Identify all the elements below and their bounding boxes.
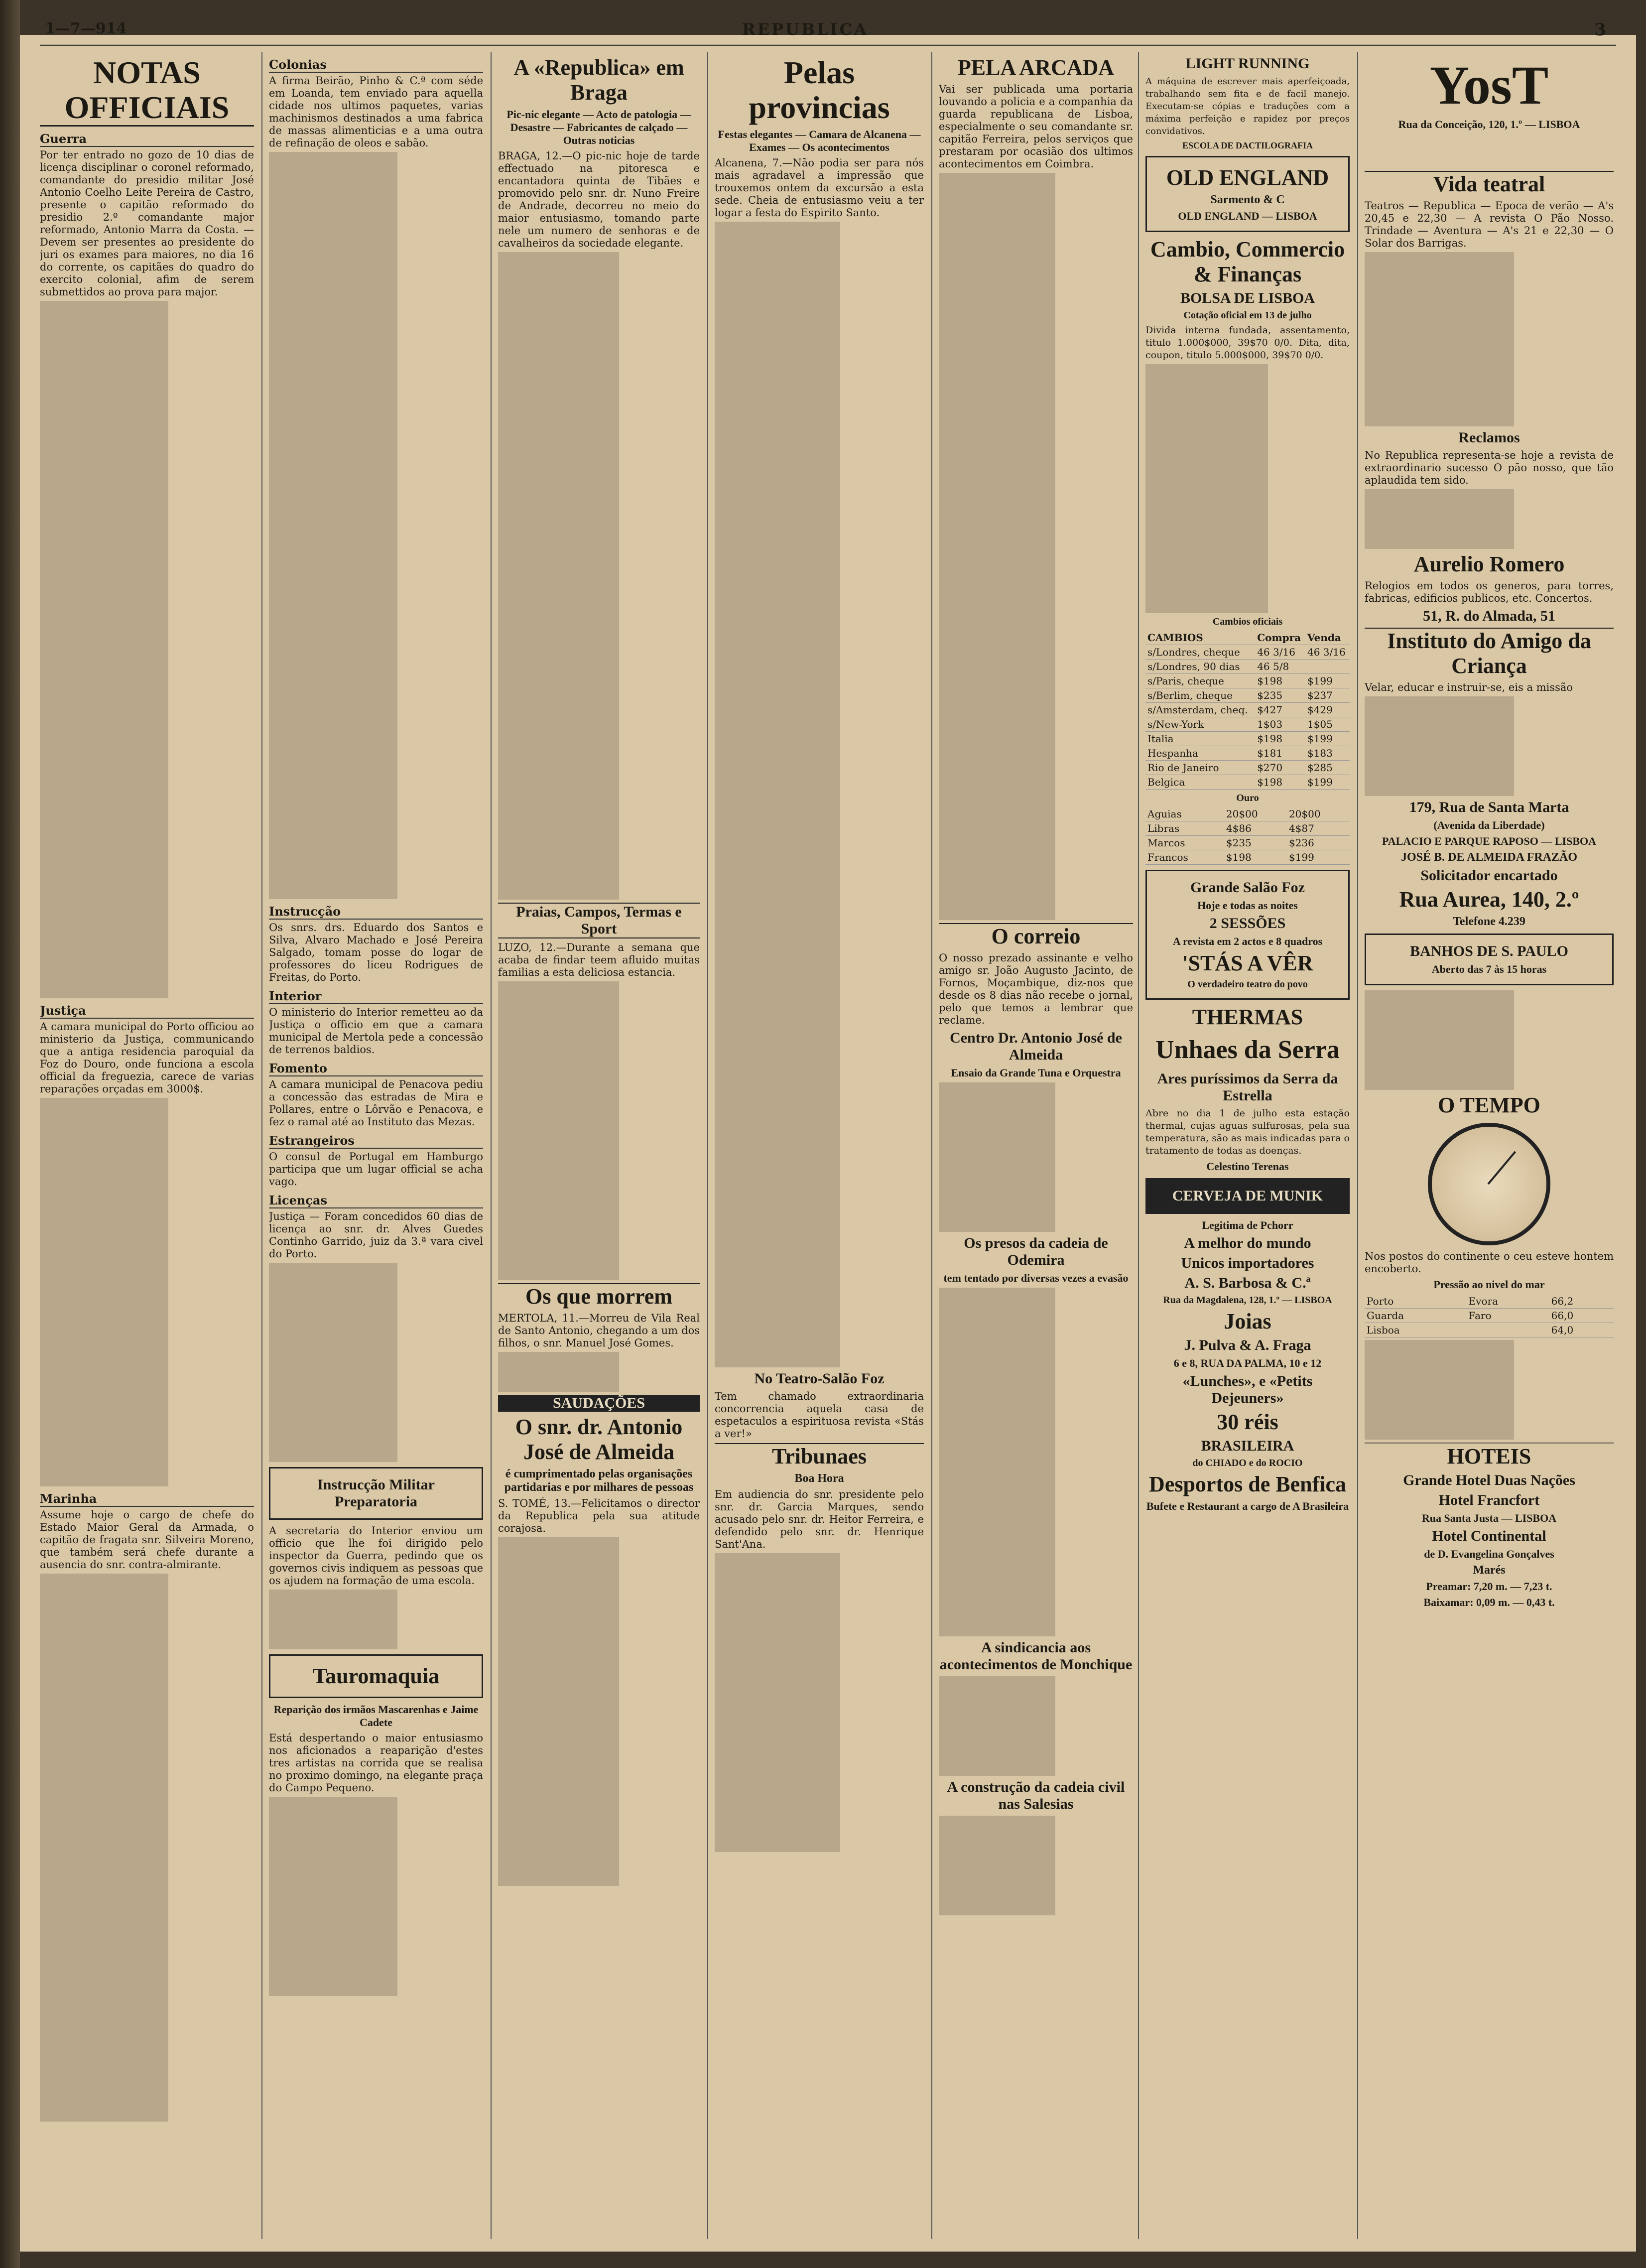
cambios-cell: 1$03 bbox=[1255, 717, 1305, 732]
cambio-title: Cambio, Commercio & Finanças bbox=[1150, 237, 1345, 286]
reclamos-text: No Republica representa-se hoje a revista de extraordinario sucesso O pão nosso, que tão aplaudida tem sido. bbox=[1365, 449, 1614, 486]
pressure-cell: Guarda bbox=[1365, 1309, 1467, 1323]
old-england-owner: Sarmento & C bbox=[1210, 193, 1285, 206]
cambios-row bbox=[1145, 688, 1350, 703]
ouro-cell: 20$00 bbox=[1224, 807, 1287, 821]
tauromaquia-box bbox=[269, 1654, 483, 1698]
cambios-cell: s/Londres, cheque bbox=[1145, 645, 1255, 660]
ouro-cell: 4$86 bbox=[1224, 821, 1287, 836]
instrucao-militar-title: Instrucção Militar Preparatoria bbox=[317, 1476, 435, 1510]
tempo-title: O TEMPO bbox=[1438, 1093, 1540, 1117]
pressure-cell: Porto bbox=[1365, 1294, 1467, 1309]
rua-santa-marta: 179, Rua de Santa Marta bbox=[1409, 799, 1569, 815]
section-heading: Interior bbox=[269, 989, 483, 1004]
cambios-label: Cambios oficiais bbox=[1212, 616, 1283, 627]
saudacoes-title: O snr. dr. Antonio José de Almeida bbox=[515, 1415, 683, 1464]
cambios-cell: CAMBIOS bbox=[1145, 631, 1255, 645]
praias-title: Praias, Campos, Termas e Sport bbox=[498, 903, 700, 938]
cambios-cell: Venda bbox=[1305, 631, 1350, 645]
header-date: 1—7—914 bbox=[45, 20, 127, 37]
cambios-row bbox=[1145, 746, 1350, 761]
cerveja-mundo: A melhor do mundo bbox=[1184, 1235, 1311, 1251]
section-heading: Instrucção bbox=[269, 904, 483, 920]
instituto-text: Velar, educar e instruir-se, eis a missão bbox=[1365, 681, 1573, 693]
pressure-table bbox=[1365, 1294, 1614, 1337]
baixamar: Baixamar: 0,09 m. — 0,43 t. bbox=[1423, 1596, 1555, 1608]
cambios-cell: $285 bbox=[1305, 761, 1350, 775]
yost-logo: YosT bbox=[1429, 55, 1549, 116]
os-que-morrem-title: Os que morrem bbox=[498, 1283, 700, 1309]
yost-addr: Rua da Conceição, 120, 1.º — LISBOA bbox=[1398, 118, 1580, 131]
light-running-text: A máquina de escrever mais aperfeiçoada, trabalhando sem fita e de facil manejo. Executam-se cópias e traduções com a máxima perfeição e rapidez por preços convidativos. bbox=[1145, 76, 1350, 136]
ouro-row bbox=[1145, 807, 1350, 821]
instrucao-militar-text: A secretaria do Interior enviou um officio que lhe foi dirigido pelo inspector da Guerra, pedindo que os governos civis indiquem as pessoas que os ajudem na formação de uma escola. bbox=[269, 1525, 483, 1587]
mares-title: Marés bbox=[1473, 1564, 1506, 1577]
braga-subtitle: Pic-nic elegante — Acto de patologia — Desastre — Fabricantes de calçado — Outras noticias bbox=[506, 108, 691, 146]
cambios-cell: $198 bbox=[1255, 775, 1305, 790]
barbosa-title: A. S. Barbosa & C.ª bbox=[1184, 1275, 1311, 1291]
cerveja-ad bbox=[1145, 1178, 1350, 1214]
hotel-nacoes: Grande Hotel Duas Nações bbox=[1403, 1472, 1575, 1488]
text-block bbox=[40, 301, 254, 998]
joias-title: Joias bbox=[1224, 1309, 1271, 1334]
cambios-cell: Hespanha bbox=[1145, 746, 1255, 761]
text-block bbox=[939, 173, 1133, 920]
section-text: Justiça — Foram concedidos 60 dias de licença ao snr. dr. Alves Guedes Continho Garrido, juiz da 3.ª vara civel do Porto. bbox=[269, 1210, 483, 1260]
header-page-number: 3 bbox=[1594, 20, 1606, 40]
text-block bbox=[269, 1797, 483, 1996]
section-text: O consul de Portugal em Hamburgo participa que um lugar official se acha vago. bbox=[269, 1151, 483, 1188]
cambios-cell: $237 bbox=[1305, 688, 1350, 703]
pressure-cell: 66,2 bbox=[1549, 1294, 1614, 1309]
cambios-cell bbox=[1305, 660, 1350, 674]
barometer-dial bbox=[1428, 1123, 1550, 1245]
cambios-cell: $429 bbox=[1305, 703, 1350, 717]
text-block bbox=[1365, 489, 1614, 549]
section-heading: Licenças bbox=[269, 1193, 483, 1208]
text-block bbox=[40, 1574, 254, 2122]
pressure-label: Pressão ao nivel do mar bbox=[1433, 1278, 1545, 1291]
romero-text: Relogios em todos os generos, para torres, fabricas, edificios publicos, etc. Concertos. bbox=[1365, 580, 1614, 604]
column-5 bbox=[939, 52, 1133, 2239]
section-text: A camara municipal do Porto officiou ao ministerio da Justiça, communicando que a antiga residencia paroquial da Foz do Douro, onde funciona a escola official da freguezia, carece de varias reparações orçadas em 3000$. bbox=[40, 1021, 254, 1095]
cambios-cell: Belgica bbox=[1145, 775, 1255, 790]
provincias-text: Alcanena, 7.—Não podia ser para nós mais agradavel a impressão que trouxemos ontem da excursão a esta sede. Cheia de entusiasmo veiu a ter logar a festa do Espirito Santo. bbox=[715, 157, 924, 219]
cambios-table bbox=[1145, 631, 1350, 790]
tauromaquia-text: Está despertando o maior entusiasmo nos aficionados a reaparição d'estes tres artistas na corrida que se realisa no proximo domingo, na elegante praça do Campo Pequeno. bbox=[269, 1732, 483, 1794]
cambios-row bbox=[1145, 761, 1350, 775]
vida-teatral-text: Teatros — Republica — Epoca de verão — A's 20,45 e 22,30 — A revista O Pão Nosso. Trindade — Aventura — A's 21 e 22,30 — O Solar dos Barrigas. bbox=[1365, 200, 1614, 249]
cambios-cell: Compra bbox=[1255, 631, 1305, 645]
cambios-cell: Rio de Janeiro bbox=[1145, 761, 1255, 775]
pressure-cell: Faro bbox=[1467, 1309, 1549, 1323]
hotel-continental: Hotel Continental bbox=[1432, 1528, 1546, 1544]
presos-subtitle: tem tentado por diversas vezes a evasão bbox=[943, 1272, 1129, 1284]
section-heading: Fomento bbox=[269, 1061, 483, 1076]
barometer-needle bbox=[1487, 1151, 1516, 1185]
tribunaes-subtitle: Boa Hora bbox=[794, 1472, 844, 1485]
banhos-ad bbox=[1365, 934, 1614, 985]
preamar: Preamar: 7,20 m. — 7,23 t. bbox=[1426, 1580, 1552, 1593]
tribunaes-title: Tribunaes bbox=[715, 1443, 924, 1469]
text-block bbox=[939, 1676, 1133, 1776]
ares-text: Abre no dia 1 de julho esta estação thermal, cujas aguas sulfurosas, pela sua temperatura, são as mais indicadas para o tratamento de todas as doenças. bbox=[1145, 1108, 1350, 1156]
section-text: A firma Beirão, Pinho & C.ª com séde em Loanda, tem enviado para aquella cidade nos ultimos paquetes, varias machinismos destinados a uma fabrica de massas alimenticias e a uma outra de refinação de oleos e sabão. bbox=[269, 75, 483, 149]
binding-spine bbox=[0, 0, 20, 2268]
text-block bbox=[40, 1098, 254, 1486]
text-block bbox=[1145, 364, 1350, 613]
instrucao-militar-box bbox=[269, 1467, 483, 1520]
saudacoes-subtitle: é cumprimentado pelas organisações partidarias e por milhares de pessoas bbox=[504, 1468, 694, 1494]
old-england-sub: OLD ENGLAND — LISBOA bbox=[1178, 210, 1317, 222]
cambios-cell: Italia bbox=[1145, 732, 1255, 746]
solicitador-name: JOSÉ B. DE ALMEIDA FRAZÃO bbox=[1400, 851, 1578, 864]
text-block bbox=[715, 1553, 924, 1852]
text-block bbox=[1365, 1340, 1614, 1440]
thermas-title: THERMAS bbox=[1192, 1005, 1303, 1029]
column-4 bbox=[715, 52, 924, 2239]
presos-title: Os presos da cadeia de Odemira bbox=[964, 1235, 1108, 1268]
brasileira-sub: do CHIADO e do ROCIO bbox=[1192, 1458, 1303, 1468]
column-2 bbox=[269, 52, 483, 2239]
cerveja-title: CERVEJA DE MUNIK bbox=[1172, 1188, 1323, 1204]
column-rule bbox=[1138, 52, 1139, 2239]
teatro-salao-foz-text: Tem chamado extraordinaria concorrencia aquela casa de espetaculos a espirituosa revista «Stás a ver!» bbox=[715, 1390, 924, 1440]
ouro-cell: Francos bbox=[1145, 850, 1224, 865]
thermas-subtitle: Unhaes da Serra bbox=[1155, 1036, 1340, 1064]
cambios-row bbox=[1145, 775, 1350, 790]
centro-subtitle: Ensaio da Grande Tuna e Orquestra bbox=[951, 1067, 1121, 1079]
palacio-raposo: PALACIO E PARQUE RAPOSO — LISBOA bbox=[1382, 835, 1597, 847]
text-block bbox=[1365, 990, 1614, 1090]
cambios-row bbox=[1145, 674, 1350, 688]
pressure-cell bbox=[1467, 1323, 1549, 1337]
cambios-cell: $198 bbox=[1255, 732, 1305, 746]
column-rule bbox=[707, 52, 708, 2239]
header-rule bbox=[40, 44, 1616, 46]
text-block bbox=[939, 1082, 1133, 1232]
text-block bbox=[1365, 252, 1614, 426]
cambios-cell: 46 3/16 bbox=[1255, 645, 1305, 660]
ouro-cell: $198 bbox=[1224, 850, 1287, 865]
cambios-cell: 46 3/16 bbox=[1305, 645, 1350, 660]
rua-aurea: Rua Aurea, 140, 2.º bbox=[1399, 887, 1579, 912]
text-block bbox=[1365, 696, 1614, 796]
text-block bbox=[939, 1816, 1133, 1915]
old-england-ad bbox=[1145, 156, 1350, 232]
text-block bbox=[498, 252, 700, 900]
stas-sub: O verdadeiro teatro do povo bbox=[1187, 979, 1308, 990]
column-6 bbox=[1145, 52, 1350, 2239]
section-heading: Marinha bbox=[40, 1491, 254, 1507]
light-running-school: ESCOLA DE DACTILOGRAFIA bbox=[1182, 140, 1313, 150]
column-rule bbox=[261, 52, 262, 2239]
section-text: O ministerio do Interior remetteu ao da Justiça o officio em que a camara municipal de Mertola pede a concessão de terrenos baldios. bbox=[269, 1006, 483, 1056]
hotel-continental-sub: de D. Evangelina Gonçalves bbox=[1424, 1548, 1554, 1560]
ouro-cell: Libras bbox=[1145, 821, 1224, 836]
saudacoes-text: S. TOMÉ, 13.—Felicitamos o director da Republica pela sua atitude corajosa. bbox=[498, 1497, 700, 1534]
column-rule bbox=[1357, 52, 1358, 2239]
ouro-table bbox=[1145, 807, 1350, 865]
pela-arcada-text: Vai ser publicada uma portaria louvando a policia e a companhia da guarda republicana de Lisboa, especialmente o seu comandante sr. capitão Ferreira, pelos serviços que prestaram por ocasião dos ultimos acontecimentos em Coimbra. bbox=[939, 83, 1133, 170]
section-text: Por ter entrado no gozo de 10 dias de licença disciplinar o coronel reformado, comandante do presidio militar José Antonio Coelho Leite Pereira de Castro, presente o capitão reformado do presidio 2.º comandante major reformado, Antonio Marra da Costa. — Devem ser presentes ao presidente do juri os exames para maiores, no dia 16 do corrente, os capitães do quadro do exercito colonial, afim de serem submettidos ao prova para major. bbox=[40, 149, 254, 298]
section-text: A camara municipal de Penacova pediu a concessão das estradas de Mira e Pollares, entre o Lôrvão e Penacova, e fez o ramal até ao Instituto das Mezas. bbox=[269, 1078, 483, 1128]
ares-signature: Celestino Terenas bbox=[1206, 1160, 1289, 1173]
lunches-title: «Lunches», e «Petits Dejeuners» bbox=[1182, 1373, 1313, 1406]
cambios-cell: s/Berlim, cheque bbox=[1145, 688, 1255, 703]
ouro-cell: $236 bbox=[1287, 836, 1350, 850]
text-block bbox=[498, 1352, 700, 1392]
section-heading: Justiça bbox=[40, 1003, 254, 1019]
romero-addr: 51, R. do Almada, 51 bbox=[1423, 608, 1555, 624]
text-block bbox=[269, 152, 483, 899]
cambios-row bbox=[1145, 717, 1350, 732]
tauromaquia-title: Tauromaquia bbox=[312, 1664, 440, 1688]
old-england-title: OLD ENGLAND bbox=[1166, 165, 1329, 190]
cambios-cell: s/Paris, cheque bbox=[1145, 674, 1255, 688]
reis-price: 30 réis bbox=[1217, 1410, 1278, 1434]
braga-text: BRAGA, 12.—O pic-nic hoje de tarde effectuado na pitoresca e encantadora quinta de Tibães e promovido pelo snr. dr. Nuno Freire de Andrade, decorreu no meio do maior entusiasmo, tomando parte nele um numero de senhoras e de cavalheiros da sociedade elegante. bbox=[498, 150, 700, 249]
cambios-cell: $199 bbox=[1305, 674, 1350, 688]
cambios-row bbox=[1145, 631, 1350, 645]
instituto-title: Instituto do Amigo da Criança bbox=[1365, 628, 1614, 678]
salao-revista: A revista em 2 actos e 8 quadros bbox=[1172, 935, 1323, 947]
ouro-row bbox=[1145, 821, 1350, 836]
hoteis-title: HOTEIS bbox=[1365, 1443, 1614, 1469]
saudacoes-banner: SAUDAÇÕES bbox=[498, 1395, 700, 1412]
cambios-cell: $183 bbox=[1305, 746, 1350, 761]
cambios-cell: $199 bbox=[1305, 732, 1350, 746]
rua-santa-marta-sub: (Avenida da Liberdade) bbox=[1433, 819, 1545, 831]
cerveja-sub: Legitima de Pchorr bbox=[1202, 1219, 1293, 1231]
cambios-cell: 1$05 bbox=[1305, 717, 1350, 732]
ouro-cell: Aguias bbox=[1145, 807, 1224, 821]
cambios-row bbox=[1145, 732, 1350, 746]
cambios-cell: $235 bbox=[1255, 688, 1305, 703]
hotel-francfort: Hotel Francfort bbox=[1438, 1492, 1540, 1508]
pulva-title: J. Pulva & A. Fraga bbox=[1184, 1337, 1311, 1353]
ouro-row bbox=[1145, 836, 1350, 850]
salao-sub: Hoje e todas as noites bbox=[1197, 899, 1298, 912]
salao-title: Grande Salão Foz bbox=[1190, 879, 1305, 896]
pressure-row bbox=[1365, 1294, 1614, 1309]
header-paper-title: REPUBLICA bbox=[742, 20, 869, 39]
unicos-title: Unicos importadores bbox=[1181, 1255, 1314, 1271]
cambios-cell: $427 bbox=[1255, 703, 1305, 717]
telefone: Telefone 4.239 bbox=[1453, 915, 1525, 928]
text-block bbox=[269, 1263, 483, 1462]
provincias-title: Pelas provincias bbox=[749, 55, 890, 125]
construcao-title: A construção da cadeia civil nas Salesias bbox=[947, 1779, 1125, 1812]
bufete-title: Bufete e Restaurant a cargo de A Brasileira bbox=[1146, 1500, 1349, 1512]
cambios-row bbox=[1145, 645, 1350, 660]
section-heading: Guerra bbox=[40, 132, 254, 147]
pressure-cell: 64,0 bbox=[1549, 1323, 1614, 1337]
cambios-cell: s/Londres, 90 dias bbox=[1145, 660, 1255, 674]
reclamos-title: Reclamos bbox=[1458, 429, 1520, 446]
correio-text: O nosso prezado assinante e velho amigo sr. João Augusto Jacinto, de Fornos, Moçambique, diz-nos que desde os 8 dias não recebe o jornal, pelo que temos a lembrar que reclame. bbox=[939, 952, 1133, 1026]
section-heading: Colonias bbox=[269, 57, 483, 73]
section-text: Assume hoje o cargo de chefe do Estado Maior Geral da Armada, o capitão de fragata snr. Silveira Moreno, que também será chefe durante a ausencia do snr. contra-almirante. bbox=[40, 1509, 254, 1571]
bolsa-title: BOLSA DE LISBOA bbox=[1180, 290, 1315, 306]
cambios-cell: $199 bbox=[1305, 775, 1350, 790]
tauromaquia-subtitle: Reparição dos irmãos Mascarenhas e Jaime Cadete bbox=[273, 1703, 479, 1729]
salao-sessions: 2 SESSÕES bbox=[1209, 915, 1286, 932]
vida-teatral-title: Vida teatral bbox=[1365, 171, 1614, 197]
notas-oficiais-title: NOTAS OFFICIAIS bbox=[40, 55, 254, 127]
romero-title: Aurelio Romero bbox=[1413, 552, 1565, 576]
stas-title: 'STÁS A VÊR bbox=[1182, 951, 1313, 975]
banhos-sub: Aberto das 7 às 15 horas bbox=[1431, 963, 1547, 975]
ares-title: Ares puríssimos da Serra da Estrella bbox=[1157, 1070, 1338, 1104]
pressure-cell: Evora bbox=[1467, 1294, 1549, 1309]
cambios-cell: $198 bbox=[1255, 674, 1305, 688]
teatro-salao-foz-title: No Teatro-Salão Foz bbox=[754, 1370, 885, 1387]
text-block bbox=[269, 1590, 483, 1649]
ouro-cell: 20$00 bbox=[1287, 807, 1350, 821]
cambios-cell: $270 bbox=[1255, 761, 1305, 775]
column-rule bbox=[931, 52, 932, 2239]
solicitador-sub: Solicitador encartado bbox=[1420, 867, 1558, 884]
sindicancia-title: A sindicancia aos acontecimentos de Monchique bbox=[939, 1639, 1133, 1673]
provincias-subtitle: Festas elegantes — Camara de Alcanena — Exames — Os acontecimentos bbox=[718, 128, 921, 153]
brasileira-title: BRASILEIRA bbox=[1201, 1438, 1294, 1454]
desportos-title: Desportos de Benfica bbox=[1149, 1472, 1346, 1496]
light-running-title: LIGHT RUNNING bbox=[1185, 55, 1310, 72]
ouro-cell: Marcos bbox=[1145, 836, 1224, 850]
banhos-title: BANHOS DE S. PAULO bbox=[1410, 943, 1568, 959]
section-text: Os snrs. drs. Eduardo dos Santos e Silva, Alvaro Machado e José Pereira Salgado, tomam posse do logar de professores do liceu Rodrigues de Freitas, do Porto. bbox=[269, 922, 483, 983]
correio-title: O correio bbox=[939, 923, 1133, 949]
cotacao-label: Cotação oficial em 13 de julho bbox=[1183, 310, 1312, 321]
cambios-cell: s/New-York bbox=[1145, 717, 1255, 732]
column-3 bbox=[498, 52, 700, 2239]
cambios-cell: s/Amsterdam, cheq. bbox=[1145, 703, 1255, 717]
pressure-cell: 66,0 bbox=[1549, 1309, 1614, 1323]
column-rule bbox=[491, 52, 492, 2239]
praias-text: LUZO, 12.—Durante a semana que acaba de findar teem afluido muitas familias a esta deliciosa estancia. bbox=[498, 941, 700, 978]
centro-title: Centro Dr. Antonio José de Almeida bbox=[950, 1030, 1122, 1063]
ouro-label: Ouro bbox=[1236, 793, 1259, 803]
text-block bbox=[498, 1537, 700, 1886]
pulva-addr: 6 e 8, RUA DA PALMA, 10 e 12 bbox=[1173, 1357, 1322, 1369]
column-7 bbox=[1365, 52, 1614, 2239]
ouro-cell: $235 bbox=[1224, 836, 1287, 850]
ouro-cell: $199 bbox=[1287, 850, 1350, 865]
cambios-row bbox=[1145, 703, 1350, 717]
ouro-row bbox=[1145, 850, 1350, 865]
column-1 bbox=[40, 52, 254, 2239]
ouro-cell: 4$87 bbox=[1287, 821, 1350, 836]
cambios-cell: 46 5/8 bbox=[1255, 660, 1305, 674]
section-heading: Estrangeiros bbox=[269, 1133, 483, 1149]
pressure-row bbox=[1365, 1323, 1614, 1337]
pela-arcada-title: PELA ARCADA bbox=[957, 55, 1115, 80]
text-block bbox=[498, 981, 700, 1280]
hotel-francfort-addr: Rua Santa Justa — LISBOA bbox=[1421, 1512, 1557, 1524]
bolsa-text: Divida interna fundada, assentamento, titulo 1.000$000, 39$70 0/0. Dita, dita, coupon, titulo 5.000$000, 39$70 0/0. bbox=[1145, 325, 1350, 361]
os-que-morrem-text: MERTOLA, 11.—Morreu de Vila Real de Santo Antonio, chegando a um dos filhos, o snr. Manuel José Gomes. bbox=[498, 1312, 700, 1349]
tribunaes-text: Em audiencia do snr. presidente pelo snr. dr. Garcia Marques, sendo acusado pelo snr. dr. Heitor Ferreira, e defendido pelo snr. dr. Henrique Sant'Ana. bbox=[715, 1488, 924, 1550]
barbosa-addr: Rua da Magdalena, 128, 1.º — LISBOA bbox=[1163, 1295, 1332, 1306]
cambios-row bbox=[1145, 660, 1350, 674]
tempo-text: Nos postos do continente o ceu esteve hontem encoberto. bbox=[1365, 1250, 1614, 1275]
text-block bbox=[939, 1288, 1133, 1636]
salao-foz-ad bbox=[1145, 870, 1350, 1000]
braga-title: A «Republica» em Braga bbox=[513, 55, 684, 105]
cambios-cell: $181 bbox=[1255, 746, 1305, 761]
pressure-cell: Lisboa bbox=[1365, 1323, 1467, 1337]
pressure-row bbox=[1365, 1309, 1614, 1323]
text-block bbox=[715, 222, 924, 1367]
